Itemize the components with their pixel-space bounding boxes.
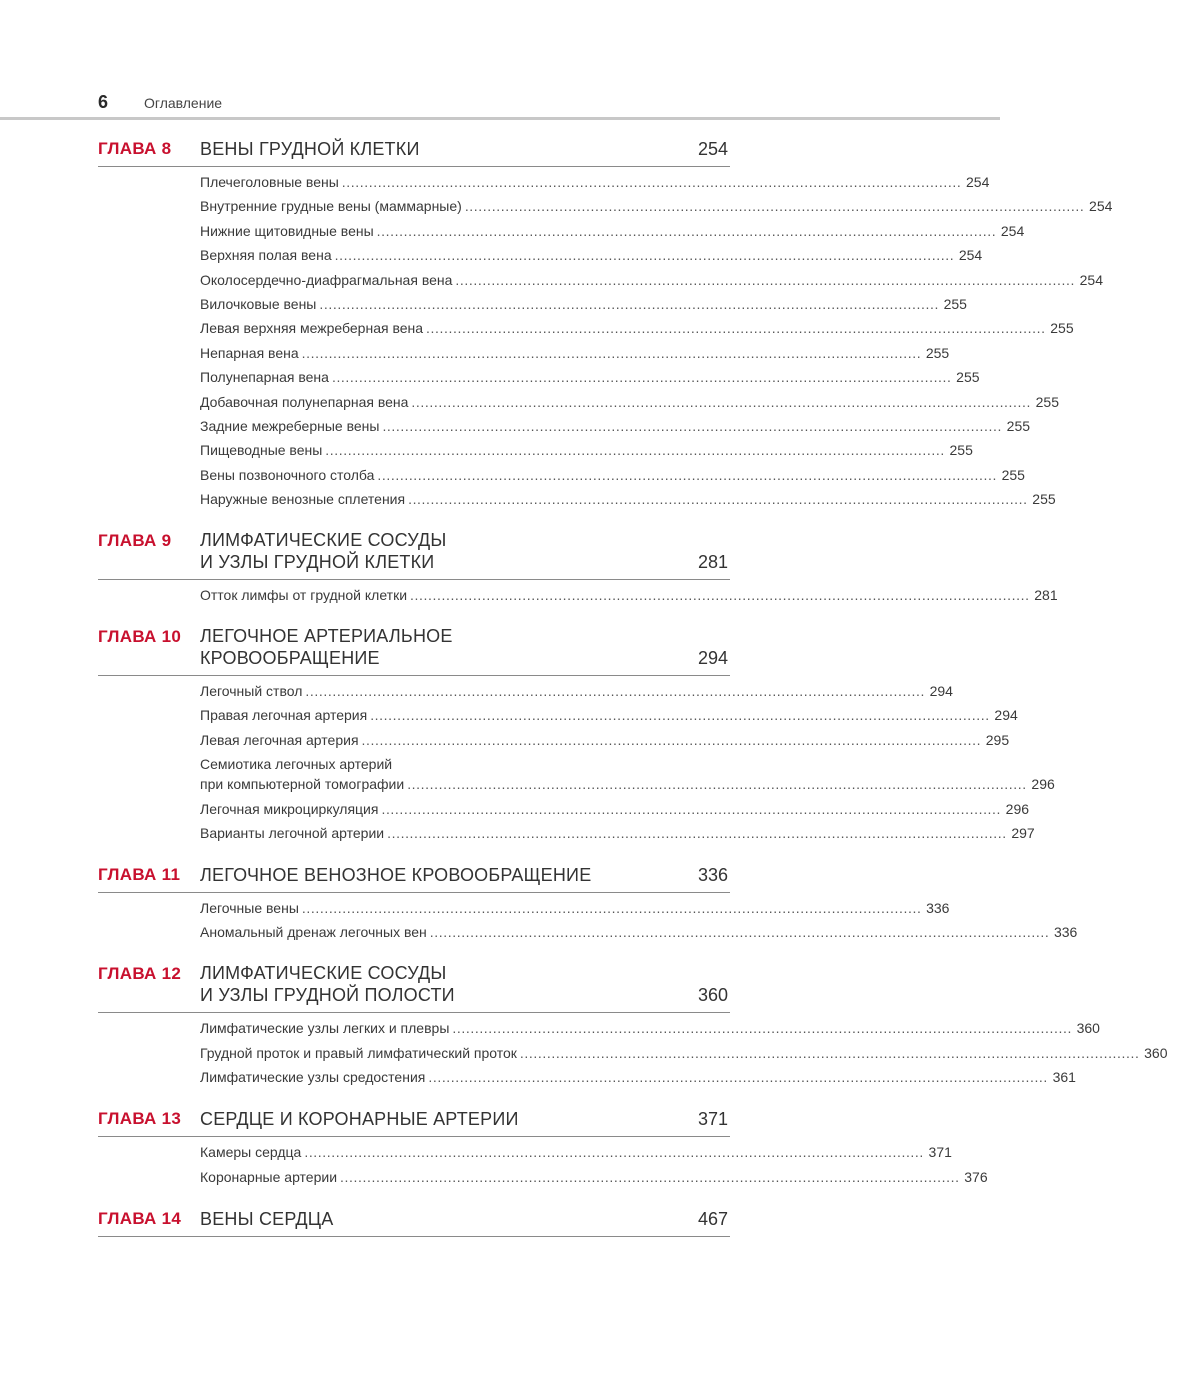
entry-page-number: 255 [943, 295, 967, 312]
entry-page-number: 371 [928, 1144, 952, 1161]
chapter-page-number: 254 [697, 139, 728, 159]
dot-leader: .......................................................................................................................................... [428, 1069, 1048, 1086]
entry-title: Левая легочная артерия [200, 731, 359, 748]
chapter-title: СЕРДЦЕ И КОРОНАРНЫЕ АРТЕРИИ [200, 1109, 519, 1130]
toc-entry[interactable] [200, 172, 990, 192]
chapter-label: ГЛАВА 14 [98, 1208, 182, 1228]
entry-title: Добавочная полунепарная вена [200, 393, 409, 410]
entry-title: Легочные вены [200, 900, 299, 917]
entry-page-number: 336 [926, 900, 950, 917]
entry-title: Вены позвоночного столба [200, 466, 375, 483]
dot-leader: .......................................................................................................................................... [464, 198, 1085, 215]
entry-page-number: 376 [964, 1168, 988, 1185]
toc-entry[interactable] [200, 1142, 952, 1162]
entry-page-number: 296 [1031, 776, 1055, 793]
dot-leader: .......................................................................................................................................... [429, 924, 1050, 941]
entry-title: Нижние щитовидные вены [200, 222, 374, 239]
chapter-page-number: 336 [697, 865, 728, 886]
entry-title: Лимфатические узлы легких и плевры [200, 1020, 450, 1037]
chapter-title: ЛИМФАТИЧЕСКИЕ СОСУДЫ И УЗЛЫ ГРУДНОЙ КЛЕТКИ [200, 530, 447, 573]
entry-page-number: 361 [1052, 1069, 1076, 1086]
entry-title: Семиотика легочных артерий при компьютерной томографии [200, 756, 405, 793]
chapter-title: ЛИМФАТИЧЕСКИЕ СОСУДЫ И УЗЛЫ ГРУДНОЙ ПОЛОСТИ [200, 963, 455, 1006]
chapter-heading[interactable] [98, 625, 730, 676]
toc-entry[interactable] [200, 754, 1055, 794]
entry-title: Варианты легочной артерии [200, 825, 385, 842]
entry-page-number: 254 [1000, 222, 1025, 239]
toc-entry[interactable] [200, 1067, 1076, 1087]
entry-page-number: 254 [1089, 198, 1113, 215]
chapter-page-number: 371 [697, 1109, 728, 1130]
chapter-title: ВЕНЫ СЕРДЦА [200, 1208, 334, 1229]
dot-leader: .......................................................................................................................................... [408, 491, 1028, 508]
chapter-label: ГЛАВА 10 [98, 627, 182, 647]
dot-leader: .......................................................................................................................................... [377, 466, 997, 483]
toc-entry[interactable] [200, 1167, 988, 1187]
toc-entry[interactable] [200, 730, 1010, 750]
toc-entry[interactable] [200, 196, 1113, 216]
toc-chapter [98, 962, 1168, 1087]
dot-leader: .......................................................................................................................................... [376, 222, 997, 239]
toc-entry[interactable] [200, 318, 1074, 338]
entry-title: Непарная вена [200, 344, 299, 361]
toc-entry[interactable] [200, 343, 950, 363]
toc-entry[interactable] [200, 1018, 1100, 1038]
entry-page-number: 255 [925, 344, 950, 361]
dot-leader: .......................................................................................................................................... [319, 295, 939, 312]
toc-entry[interactable] [200, 294, 967, 314]
toc-chapter [98, 137, 1113, 509]
toc-entry[interactable] [200, 799, 1030, 819]
toc-entry[interactable] [200, 416, 1031, 436]
entry-title: Лимфатические узлы средостения [200, 1069, 426, 1086]
entry-title: Плечеголовные вены [200, 174, 339, 190]
chapter-entries [200, 676, 1055, 843]
chapter-label: ГЛАВА 9 [98, 531, 172, 551]
chapter-entries [200, 167, 1113, 509]
toc-entry[interactable] [200, 898, 950, 918]
dot-leader: .......................................................................................................................................... [452, 1020, 1072, 1037]
entry-page-number: 254 [966, 174, 990, 190]
dot-leader: .......................................................................................................................................... [411, 393, 1031, 410]
toc-chapter [98, 625, 1055, 843]
dot-leader: .......................................................................................................................................... [301, 900, 922, 917]
entry-title: Правая легочная артерия [200, 707, 368, 724]
entry-page-number: 336 [1053, 924, 1078, 941]
dot-leader: .......................................................................................................................................... [304, 1144, 924, 1161]
dot-leader: .......................................................................................................................................... [410, 587, 1030, 604]
chapter-page-number: 467 [697, 1208, 728, 1229]
entry-page-number: 255 [1032, 491, 1056, 508]
entry-page-number: 360 [1076, 1020, 1100, 1037]
toc-entry[interactable] [200, 1043, 1168, 1063]
chapter-page-number: 281 [697, 552, 728, 573]
running-header-title: Оглавление [144, 95, 223, 111]
chapter-label: ГЛАВА 8 [98, 139, 172, 158]
toc-entry[interactable] [200, 922, 1078, 942]
dot-leader: .......................................................................................................................................... [381, 800, 1002, 817]
entry-page-number: 281 [1034, 587, 1058, 604]
entry-title: Наружные венозные сплетения [200, 491, 406, 508]
chapter-page-number: 360 [697, 985, 728, 1006]
toc-entry[interactable] [200, 823, 1035, 843]
chapter-heading[interactable] [98, 1207, 730, 1237]
toc-entry[interactable] [200, 440, 973, 460]
toc-chapter [98, 529, 1058, 605]
header-divider [0, 117, 1000, 120]
dot-leader: .......................................................................................................................................... [301, 344, 922, 361]
entry-title: Внутренние грудные вены (маммарные) [200, 198, 462, 215]
dot-leader: .......................................................................................................................................... [370, 707, 990, 724]
chapter-heading[interactable] [98, 1107, 730, 1137]
toc-entry[interactable] [200, 270, 1103, 290]
entry-title: Левая верхняя межреберная вена [200, 320, 424, 337]
toc-entry[interactable] [200, 465, 1025, 485]
entry-page-number: 255 [1050, 320, 1074, 337]
chapter-entries [200, 580, 1058, 605]
chapter-heading[interactable] [98, 962, 730, 1013]
entry-page-number: 254 [1079, 271, 1103, 288]
chapter-title: ВЕНЫ ГРУДНОЙ КЛЕТКИ [200, 139, 420, 159]
entry-title: Верхняя полая вена [200, 247, 332, 264]
entry-title: Грудной проток и правый лимфатический проток [200, 1044, 517, 1061]
dot-leader: .......................................................................................................................................... [426, 320, 1046, 337]
toc-chapter [98, 863, 1078, 942]
entry-page-number: 254 [958, 247, 983, 264]
dot-leader: .......................................................................................................................................... [334, 247, 955, 264]
toc-entry[interactable] [200, 489, 1056, 509]
toc-chapter [98, 1207, 730, 1237]
toc-entry[interactable] [200, 221, 1025, 241]
toc-entry[interactable] [200, 367, 980, 387]
entry-page-number: 295 [985, 731, 1010, 748]
dot-leader: .......................................................................................................................................... [455, 271, 1075, 288]
chapter-entries [200, 1013, 1168, 1087]
entry-title: Околосердечно-диафрагмальная вена [200, 271, 453, 288]
chapter-label: ГЛАВА 13 [98, 1109, 182, 1129]
chapter-entries [200, 893, 1078, 942]
page-number: 6 [98, 92, 109, 112]
chapter-heading[interactable] [98, 863, 730, 893]
entry-page-number: 255 [1006, 417, 1031, 434]
entry-title: Аномальный дренаж легочных вен [200, 924, 427, 941]
entry-title: Камеры сердца [200, 1144, 302, 1161]
entry-title: Легочная микроциркуляция [200, 800, 379, 817]
entry-title: Легочный ствол [200, 683, 303, 700]
entry-page-number: 255 [949, 442, 973, 459]
entry-title: Вилочковые вены [200, 295, 317, 312]
entry-page-number: 294 [994, 707, 1018, 724]
entry-page-number: 255 [1001, 466, 1025, 483]
toc-entry[interactable] [200, 585, 1058, 605]
entry-page-number: 294 [929, 683, 953, 700]
entry-title: Пищеводные вены [200, 442, 323, 459]
dot-leader: .......................................................................................................................................... [341, 174, 962, 190]
chapter-page-number: 294 [697, 648, 728, 669]
entry-page-number: 296 [1005, 800, 1030, 817]
entry-page-number: 255 [956, 369, 980, 386]
entry-page-number: 297 [1011, 825, 1035, 842]
table-of-contents [98, 137, 1168, 1257]
chapter-label: ГЛАВА 11 [98, 865, 181, 885]
entry-title: Задние межреберные вены [200, 417, 380, 434]
chapter-heading[interactable] [98, 529, 730, 580]
chapter-title: ЛЕГОЧНОЕ ВЕНОЗНОЕ КРОВООБРАЩЕНИЕ [200, 865, 592, 886]
toc-entry[interactable] [200, 705, 1018, 725]
chapter-label: ГЛАВА 12 [98, 964, 182, 984]
dot-leader: .......................................................................................................................................... [361, 731, 982, 748]
dot-leader: .......................................................................................................................................... [340, 1168, 960, 1185]
dot-leader: .......................................................................................................................................... [382, 417, 1003, 434]
toc-entry[interactable] [200, 392, 1059, 412]
dot-leader: .......................................................................................................................................... [387, 825, 1007, 842]
chapter-heading[interactable] [98, 137, 730, 167]
toc-chapter [98, 1107, 988, 1186]
dot-leader: .......................................................................................................................................... [519, 1044, 1140, 1061]
entry-page-number: 360 [1144, 1044, 1168, 1061]
dot-leader: .......................................................................................................................................... [305, 683, 925, 700]
chapter-title: ЛЕГОЧНОЕ АРТЕРИАЛЬНОЕ КРОВООБРАЩЕНИЕ [200, 626, 453, 669]
entry-page-number: 255 [1035, 393, 1059, 410]
dot-leader: .......................................................................................................................................... [325, 442, 945, 459]
entry-title: Отток лимфы от грудной клетки [200, 587, 408, 604]
entry-title: Полунепарная вена [200, 369, 329, 386]
chapter-entries [200, 1137, 988, 1186]
toc-entry[interactable] [200, 681, 953, 701]
toc-entry[interactable] [200, 245, 983, 265]
dot-leader: .......................................................................................................................................... [331, 369, 952, 386]
entry-title: Коронарные артерии [200, 1168, 338, 1185]
dot-leader: .......................................................................................................................................... [407, 776, 1027, 793]
